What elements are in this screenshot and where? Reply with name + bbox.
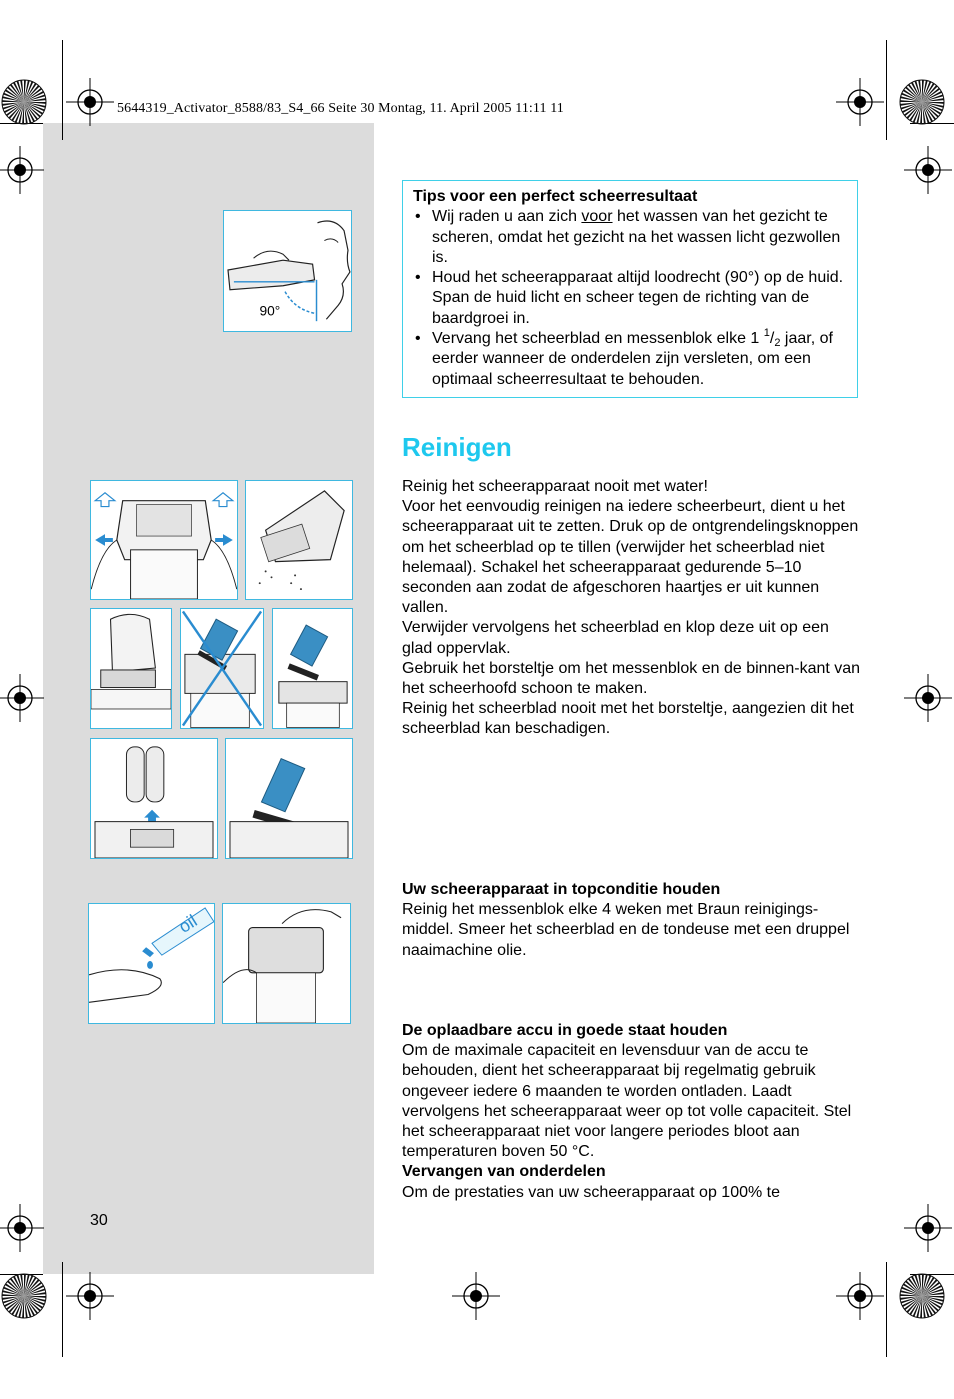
list-item: • Wij raden u aan zich voor het wassen van het gezicht te scheren, omdat het gezicht na het wassen licht gezwollen is. (413, 207, 847, 268)
section-heading: Reinigen (402, 432, 512, 462)
print-slug: 5644319_Activator_8588/83_S4_66 Seite 30 Montag, 11. April 2005 11:11 11 (117, 101, 564, 116)
starburst-mark-icon (898, 78, 946, 126)
paragraph: Verwijder vervolgens het scheerblad en klop deze uit op een glad oppervlak. (402, 619, 829, 657)
paragraph: Om de maximale capaciteit en levensduur van de accu te behouden, dient het scheerapparaat bij regelmatig gebruik ongeveer iedere 6 maanden te worden ontladen. Laadt vervolgens het scheerapparaat weer op tot volle capaciteit. Stel het scheerapparaat niet voor langere periodes bloot aan temperaturen boven 50 °C. (402, 1042, 852, 1161)
figure-tap-foil (90, 608, 172, 729)
list-item: • Vervang het scheerblad en messenblok elke 1 $^1/_2$ jaar, of eerder wanneer de onderdelen zijn versleten, om een optimaal scheerresultaat te behouden. (413, 329, 847, 390)
figure-brush-cutter (272, 608, 353, 729)
oil-label: oil (174, 910, 201, 937)
subsection-title: Uw scheerapparaat in topconditie houden (402, 881, 721, 898)
paragraph: Om de prestaties van uw scheerapparaat op 100% te (402, 1183, 780, 1201)
paragraph: Voor het eenvoudig reinigen na iedere scheerbeurt, dient u het scheerapparaat uit te zetten. Druk op de ontgrendelingsknoppen om het scheerblad op te tillen (verwijder het scheerblad niet helemaal). Schakel het scheerapparaat gedurende 5–10 seconden aan zodat de afgeschoren haartjes er uit kunnen vallen. (402, 498, 859, 617)
registration-mark-icon (836, 1272, 884, 1320)
tips-box (402, 180, 858, 398)
figure-shaver-on (245, 480, 353, 600)
tips-title: Tips voor een perfect scheerresultaat (413, 188, 698, 205)
paragraph: Reinig het messenblok elke 4 weken met Braun reinigings-middel. Smeer het scheerblad en de tondeuse met een druppel naaimachine olie. (402, 901, 850, 959)
registration-mark-icon (904, 674, 952, 722)
registration-mark-icon (0, 674, 44, 722)
registration-mark-icon (452, 1272, 500, 1320)
registration-mark-icon (0, 1204, 44, 1252)
starburst-mark-icon (898, 1272, 946, 1320)
registration-mark-icon (0, 146, 44, 194)
paragraph: Reinig het scheerblad nooit met het borsteltje, aangezien dit het scheerblad kan beschadigen. (402, 700, 854, 738)
subsection-title: Vervangen van onderdelen (402, 1163, 606, 1181)
figure-brush-head (225, 738, 353, 859)
figure-release-foil (90, 480, 238, 600)
topcondition-section (402, 880, 862, 961)
paragraph: Gebruik het borsteltje om het messenblok en de binnen-kant van het scheerhoofd schoon te maken. (402, 659, 861, 698)
cleaning-text (402, 477, 862, 740)
angle-label: 90° (259, 303, 281, 319)
registration-mark-icon (836, 78, 884, 126)
battery-section (402, 1021, 862, 1203)
list-item: • Houd het scheerapparaat altijd loodrecht (90°) op de huid. Span de huid licht en scheer tegen de richting van de baardgroei in. (413, 268, 847, 329)
registration-mark-icon (66, 1272, 114, 1320)
page-number: 30 (90, 1212, 108, 1229)
starburst-mark-icon (0, 1272, 48, 1320)
crop-mark (62, 1262, 63, 1357)
crop-mark (886, 1262, 887, 1357)
starburst-mark-icon (0, 78, 48, 126)
figure-shaving-angle (223, 210, 352, 332)
figure-no-brush-foil (180, 608, 264, 729)
paragraph: Reinig het scheerapparaat nooit met water! (402, 478, 708, 495)
registration-mark-icon (904, 146, 952, 194)
registration-mark-icon (66, 78, 114, 126)
crop-mark (886, 40, 887, 140)
subsection-title: De oplaadbare accu in goede staat houden (402, 1022, 728, 1039)
figure-oil-drop (88, 903, 215, 1024)
crop-mark (62, 40, 63, 140)
figure-remove-cutter (90, 738, 218, 859)
figure-lubricate-foil (222, 903, 351, 1024)
tips-list (413, 207, 847, 390)
registration-mark-icon (904, 1204, 952, 1252)
